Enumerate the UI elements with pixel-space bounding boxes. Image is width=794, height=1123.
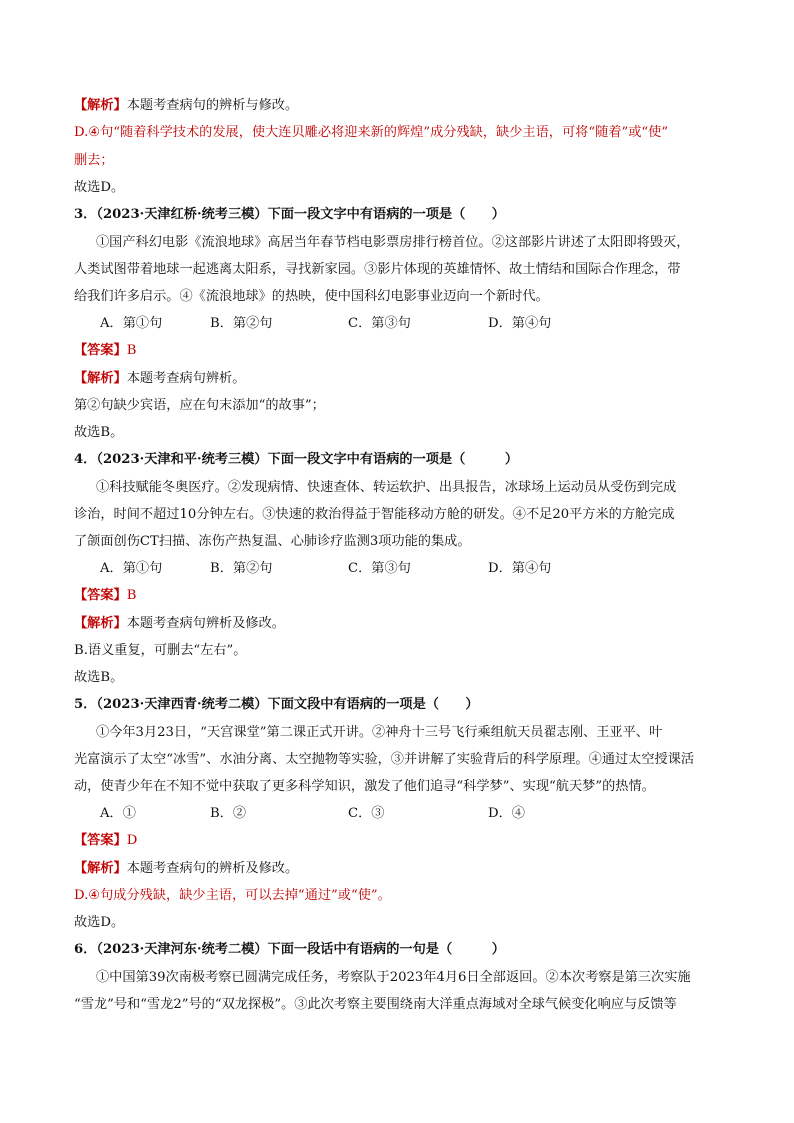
q5-passage-3: 动，使青少年在不知不觉中获取了更多科学知识，激发了他们追寻“科学梦”、实现“航天梦”的热情。 xyxy=(74,779,655,794)
q4-option-c: C．第③句 xyxy=(348,561,411,576)
q4-explain: B.语义重复，可删去“左右”。 xyxy=(74,643,247,658)
answer-tag: 【答案】 xyxy=(74,343,127,358)
q5-analysis-line xyxy=(74,859,298,879)
q3-option-d: D．第④句 xyxy=(488,316,552,331)
q3-option-b: B．第②句 xyxy=(210,316,273,331)
q6-passage-1: ①中国第39次南极考察已圆满完成任务，考察队于2023年4月6日全部返回。②本次考察是第三次实施 xyxy=(96,970,691,985)
q3-analysis-line xyxy=(74,369,245,389)
q3-stem: 3．（2023·天津红桥·统考三模）下面一段文字中有语病的一项是（ ） xyxy=(74,207,505,222)
q4-option-a: A．第①句 xyxy=(100,561,163,576)
q4-analysis-line xyxy=(74,614,285,634)
answer-tag: 【答案】 xyxy=(74,588,127,603)
q3-passage-3: 给我们许多启示。④《流浪地球》的热映，使中国科幻电影事业迈向一个新时代。 xyxy=(74,289,549,304)
q4-choice: 故选B。 xyxy=(74,670,124,685)
analysis-text: 本题考查病句辨析。 xyxy=(126,371,246,386)
q3-passage-1: ①国产科幻电影《流浪地球》高居当年春节档电影票房排行榜首位。②这部影片讲述了太阳即将毁灭， xyxy=(96,235,690,250)
analysis-text: 本题考查病句的辨析及修改。 xyxy=(126,861,299,876)
q5-explain: D.④句成分残缺，缺少主语，可以去掉“通过”或“使”。 xyxy=(74,888,391,903)
q3-passage-2: 人类试图带着地球一起逃离太阳系，寻找新家园。③影片体现的英雄情怀、故土情结和国际合作理念，带 xyxy=(74,262,681,277)
analysis-tag: 【解析】 xyxy=(74,98,127,113)
prev-choice: 故选D。 xyxy=(74,180,125,195)
q4-option-d: D．第④句 xyxy=(488,561,552,576)
q3-answer-line xyxy=(74,341,136,361)
q5-option-c: C．③ xyxy=(348,806,385,821)
answer-value: D xyxy=(126,833,138,848)
q3-option-c: C．第③句 xyxy=(348,316,411,331)
q6-stem: 6．（2023·天津河东·统考二模）下面一段话中有语病的一句是（ ） xyxy=(74,942,505,957)
q5-option-d: D．④ xyxy=(488,806,525,821)
answer-value: B xyxy=(126,588,137,603)
q4-option-b: B．第②句 xyxy=(210,561,273,576)
prev-explain-1: D.④句“随着科学技术的发展，使大连贝雕必将迎来新的辉煌”成分残缺，缺少主语，可将“随着”或“使” xyxy=(74,125,669,140)
answer-value: B xyxy=(126,343,137,358)
q4-passage-2: 诊治，时间不超过10分钟左右。③快速的救治得益于智能移动方舱的研发。④不足20平方米的方舱完成 xyxy=(74,507,675,522)
analysis-tag: 【解析】 xyxy=(74,371,127,386)
answer-tag: 【答案】 xyxy=(74,833,127,848)
q4-passage-1: ①科技赋能冬奥医疗。②发现病情、快速查体、转运软护、出具报告，冰球场上运动员从受伤到完成 xyxy=(96,480,677,495)
q5-option-a: A．① xyxy=(100,806,136,821)
analysis-text: 本题考查病句辨析及修改。 xyxy=(126,616,285,631)
prev-explain-2: 删去； xyxy=(74,153,114,168)
q5-passage-2: 光富演示了太空“冰雪”、水油分离、太空抛物等实验，③并讲解了实验背后的科学原理。④通过太空授课活 xyxy=(74,752,695,767)
q5-stem: 5．（2023·天津西青·统考二模）下面文段中有语病的一项是（ ） xyxy=(74,697,479,712)
prev-analysis-line xyxy=(74,96,298,116)
q5-choice: 故选D。 xyxy=(74,915,125,930)
q4-answer-line xyxy=(74,586,136,606)
q3-choice: 故选B。 xyxy=(74,425,124,440)
q3-option-a: A．第①句 xyxy=(100,316,163,331)
analysis-tag: 【解析】 xyxy=(74,861,127,876)
q5-passage-1: ①今年3月23日，“天宫课堂”第二课正式开讲。②神舟十三号飞行乘组航天员翟志刚、王亚平、叶 xyxy=(96,725,663,740)
q5-option-b: B．② xyxy=(210,806,247,821)
q6-passage-2: “雪龙”号和“雪龙2”号的“双龙探极”。③此次考察主要围绕南大洋重点海域对全球气候变化响应与反馈等 xyxy=(74,997,677,1012)
q5-answer-line xyxy=(74,831,137,851)
analysis-tag: 【解析】 xyxy=(74,616,127,631)
analysis-text: 本题考查病句的辨析与修改。 xyxy=(126,98,299,113)
q3-explain: 第②句缺少宾语，应在句末添加“的故事”； xyxy=(74,398,325,413)
q4-stem: 4．（2023·天津和平·统考三模）下面一段文字中有语病的一项是（ ） xyxy=(74,452,519,467)
q4-passage-3: 了颌面创伤CT扫描、冻伤产热复温、心肺诊疗监测3项功能的集成。 xyxy=(74,534,471,549)
